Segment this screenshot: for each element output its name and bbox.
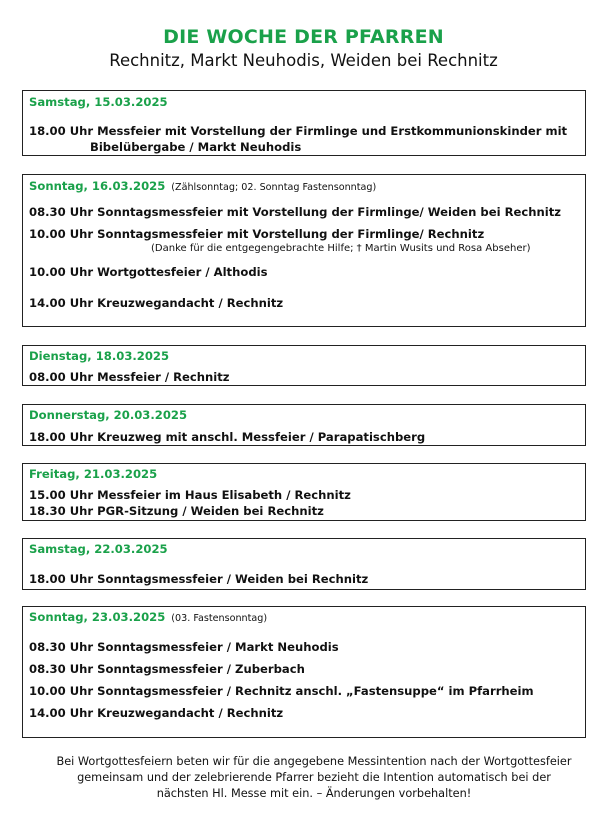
event-line: 10.00 Uhr Sonntagsmessfeier / Rechnitz anschl. „Fastensuppe“ im Pfarrheim bbox=[29, 684, 534, 698]
event-line: 18.00 Uhr Sonntagsmessfeier / Weiden bei Rechnitz bbox=[29, 572, 369, 586]
page-title: DIE WOCHE DER PFARREN bbox=[163, 26, 444, 48]
event-line: 10.00 Uhr Sonntagsmessfeier mit Vorstellung der Firmlinge/ Rechnitz bbox=[29, 227, 485, 241]
day-note: (Zählsonntag; 02. Sonntag Fastensonntag) bbox=[171, 182, 377, 193]
day-box-dienstag-18 bbox=[22, 345, 586, 386]
footer-line: gemeinsam und der zelebrierende Pfarrer bezieht die Intention automatisch bei der bbox=[77, 771, 551, 784]
event-line: 18.00 Uhr Messfeier mit Vorstellung der Firmlinge und Erstkommunionskinder mit bbox=[29, 124, 568, 138]
day-box-samstag-15 bbox=[22, 90, 586, 156]
event-line: 15.00 Uhr Messfeier im Haus Elisabeth / Rechnitz bbox=[29, 488, 351, 502]
day-heading-label: Sonntag, 16.03.2025 bbox=[29, 179, 166, 193]
event-line: 10.00 Uhr Wortgottesfeier / Althodis bbox=[29, 265, 268, 279]
footer-note bbox=[40, 754, 588, 802]
day-heading bbox=[29, 179, 376, 193]
day-heading: Samstag, 15.03.2025 bbox=[29, 95, 168, 109]
day-note: (03. Fastensonntag) bbox=[171, 613, 268, 624]
page-subtitle: Rechnitz, Markt Neuhodis, Weiden bei Rechnitz bbox=[109, 51, 498, 70]
day-box-donnerstag-20 bbox=[22, 404, 586, 446]
event-line: 18.00 Uhr Kreuzweg mit anschl. Messfeier / Parapatischberg bbox=[29, 430, 426, 444]
day-heading-label: Sonntag, 23.03.2025 bbox=[29, 610, 166, 624]
event-line: 18.30 Uhr PGR-Sitzung / Weiden bei Rechnitz bbox=[29, 504, 324, 518]
day-box-sonntag-23 bbox=[22, 606, 586, 738]
footer-line: Bei Wortgottesfeiern beten wir für die angegebene Messintention nach der Wortgottesfeier bbox=[56, 755, 572, 768]
event-line: 14.00 Uhr Kreuzwegandacht / Rechnitz bbox=[29, 706, 284, 720]
day-heading bbox=[29, 610, 267, 624]
day-heading: Freitag, 21.03.2025 bbox=[29, 467, 158, 481]
day-box-samstag-22 bbox=[22, 538, 586, 590]
day-box-sonntag-16 bbox=[22, 174, 586, 327]
footer-line: nächsten Hl. Messe mit ein. – Änderungen vorbehalten! bbox=[156, 787, 472, 800]
event-line: 08.30 Uhr Sonntagsmessfeier / Zuberbach bbox=[29, 662, 305, 676]
event-line: 08.00 Uhr Messfeier / Rechnitz bbox=[29, 370, 230, 384]
event-line: Bibelübergabe / Markt Neuhodis bbox=[90, 140, 302, 154]
day-heading: Samstag, 22.03.2025 bbox=[29, 542, 168, 556]
event-line: 14.00 Uhr Kreuzwegandacht / Rechnitz bbox=[29, 296, 284, 310]
day-heading: Dienstag, 18.03.2025 bbox=[29, 349, 170, 363]
event-line: 08.30 Uhr Sonntagsmessfeier mit Vorstellung der Firmlinge/ Weiden bei Rechnitz bbox=[29, 205, 562, 219]
intention-note: (Danke für die entgegengebrachte Hilfe; † Martin Wusits und Rosa Abseher) bbox=[151, 243, 531, 254]
event-line: 08.30 Uhr Sonntagsmessfeier / Markt Neuhodis bbox=[29, 640, 339, 654]
day-box-freitag-21 bbox=[22, 463, 586, 521]
day-heading: Donnerstag, 20.03.2025 bbox=[29, 408, 188, 422]
